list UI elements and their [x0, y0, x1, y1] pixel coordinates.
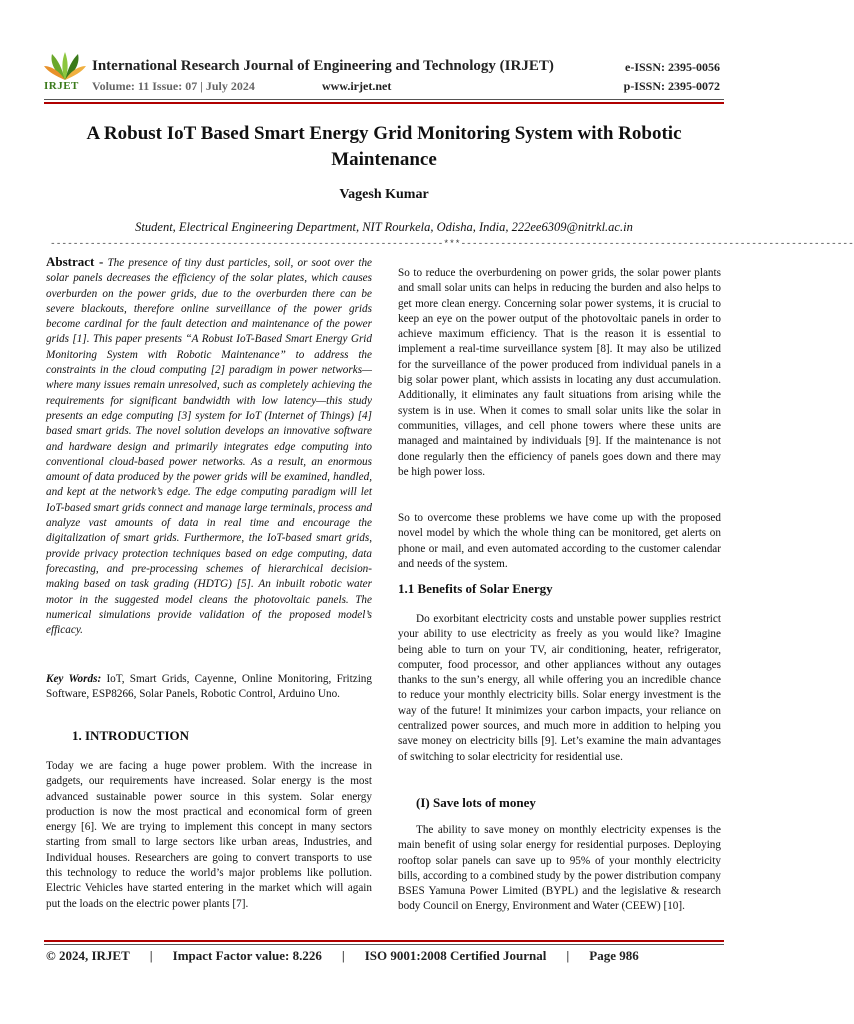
header-rule-red [44, 102, 724, 104]
footer-separator: | [341, 948, 345, 963]
paper-title [44, 121, 724, 173]
footer-rule [44, 944, 724, 945]
author-affiliation: Student, Electrical Engineering Department, NIT Rourkela, Odisha, India, 222ee6309@nitrkl.ac.in [135, 220, 633, 234]
right-paragraph-2: So to overcome these problems we have come up with the proposed novel model by which the whole thing can be monitored, get alerts on phone or mail, and even automated according to the customer calendar and needs of the system. [398, 512, 721, 570]
introduction-heading: 1. INTRODUCTION [72, 728, 190, 743]
abstract-text: The presence of tiny dust particles, soil, or soot over the solar panels decreases the efficiency of the solar plates, which causes overburden on the power grids, due to the overburden there can be severe blackouts, therefore online surveillance of the power grids become cardinal for the fault detection and maintenance of the power grids [1]. This paper presents “A Robust IoT-Based Smart Energy Grid Monitoring System with Robotic Maintenance” to address the constraints in the cloud computing [2] paradigm in power networks—where many issues remain unresolved, such as completely achieving the requirements for significant bandwidth with low latency—this study presents an edge computing [3] system for IoT (Internet of Things) [4] based smart grids. The novel solution develops an innovative software and hardware design and primarily integrates edge computing into conventional cloud-based power networks. As a result, an enormous amount of data produced by the power grids will be examined, handled, and kept at the network’s edge. The edge computing paradigm will let IoT-based smart grids connect and manage large terminals, process and analyze vast amounts of data in real time and encourage the digitalization of smart grids. Furthermore, the IoT-based smart grids, provide privacy protection techniques based on edge computing, data forecasting, and pre-processing schemes of hierarchical decision-making based on task grading (HDTG) [5]. An inbuilt robotic water motor in the suggested model cleans the photovoltaic panels. The numerical simulations provide validation of the proposed model’s efficacy. [46, 257, 373, 637]
keywords-text: IoT, Smart Grids, Cayenne, Online Monitoring, Fritzing Software, ESP8266, Solar Panels, Robotic Control, Arduino Uno. [46, 673, 372, 701]
page-footer [46, 948, 726, 964]
abstract-label: Abstract - [46, 254, 104, 269]
keywords-label: Key Words: [46, 673, 102, 685]
save-money-heading: (I) Save lots of money [416, 795, 536, 810]
logo-text: IRJET [44, 80, 79, 92]
save-money-paragraph: The ability to save money on monthly electricity expenses is the main benefit of using solar energy for residential purposes. Deploying rooftop solar panels can save up to 95% of your monthly electricity bills, according to a combined study by the power distribution company BSES Yamuna Power Limited (BYPL) and the legislative & research body Council on Energy, Environment and Water (CEEW) [10]. [398, 824, 721, 913]
journal-website-link[interactable]: www.irjet.net [322, 79, 392, 93]
footer-rule-red [44, 940, 724, 942]
keywords [46, 672, 372, 703]
section-separator: ---------------------------------------------------------------------***--------------------------------------------------------------------- [50, 238, 854, 249]
journal-name: International Research Journal of Engineering and Technology (IRJET) [92, 58, 554, 74]
footer-separator: | [566, 948, 570, 963]
p-issn: p-ISSN: 2395-0072 [623, 79, 720, 93]
volume-issue: Volume: 11 Issue: 07 | July 2024 [92, 79, 255, 93]
title-line-1: A Robust IoT Based Smart Energy Grid Monitoring System with Robotic [86, 123, 682, 144]
benefits-paragraph: Do exorbitant electricity costs and unstable power supplies restrict your ability to use electricity as freely as you would like? Imagine being able to turn on your TV, air conditioning, heater, refrigerator, computer, food processor, and other appliances without any outages thanks to the sun’s energy, all while offering you an incredible chance to reduce your monthly electricity bills. Solar energy investment is the way of the future! It minimizes your carbon impacts, your reliance on centralized power sources, and much more in addition to helping you save money on electricity bills [9]. Let’s examine the main advantages of switching to solar electricity for residential use. [398, 613, 721, 763]
title-line-2: Maintenance [331, 149, 437, 170]
benefits-heading: 1.1 Benefits of Solar Energy [398, 581, 553, 596]
abstract [46, 254, 372, 638]
footer-page-number: Page 986 [589, 948, 639, 963]
header-rule [44, 99, 724, 100]
e-issn: e-ISSN: 2395-0056 [625, 60, 720, 74]
introduction-text: Today we are facing a huge power problem. With the increase in gadgets, our requirements have increased. Solar energy is the most advanced sustainable power source in this system. Solar energy production is now the most practical and economical form of green energy [6]. We are trying to implement this concept in many sectors starting from small to large sectors like urban areas, Industries, and Individual houses. Researchers are going to convert transports to use this technology to reduce the world’s major problems like pollution. Electric Vehicles have started entering in the market which will again put the loads on the electric power plants [7]. [46, 760, 372, 910]
footer-impact-factor: Impact Factor value: 8.226 [172, 948, 322, 963]
footer-separator: | [149, 948, 153, 963]
journal-header [0, 0, 768, 100]
footer-iso: ISO 9001:2008 Certified Journal [364, 948, 547, 963]
author-name: Vagesh Kumar [339, 187, 429, 202]
right-paragraph-1: So to reduce the overburdening on power grids, the solar power plants and small solar units can helps in reducing the burden and also helps to get more clean energy. Concerning solar power systems, it is crucial to keep an eye on the power output of the photovoltaic panels in order to achieve maximum efficiency. That is the reason it is essential to implement a real-time surveillance system [8]. It may also be utilized for the surveillance of the power produced from individual panels in a big solar power plant, which assists in locating any dust accumulation. Additionally, it eliminates any fault situations from arising while the system is in use. When it comes to small solar units like the solar in communities, villages, and cell phone towers where these units are managed and maintained by individuals [9]. If the maintenance is not done regularly then the efficiency of panels goes down and there may be high power loss. [398, 267, 721, 478]
footer-copyright: © 2024, IRJET [46, 948, 130, 963]
